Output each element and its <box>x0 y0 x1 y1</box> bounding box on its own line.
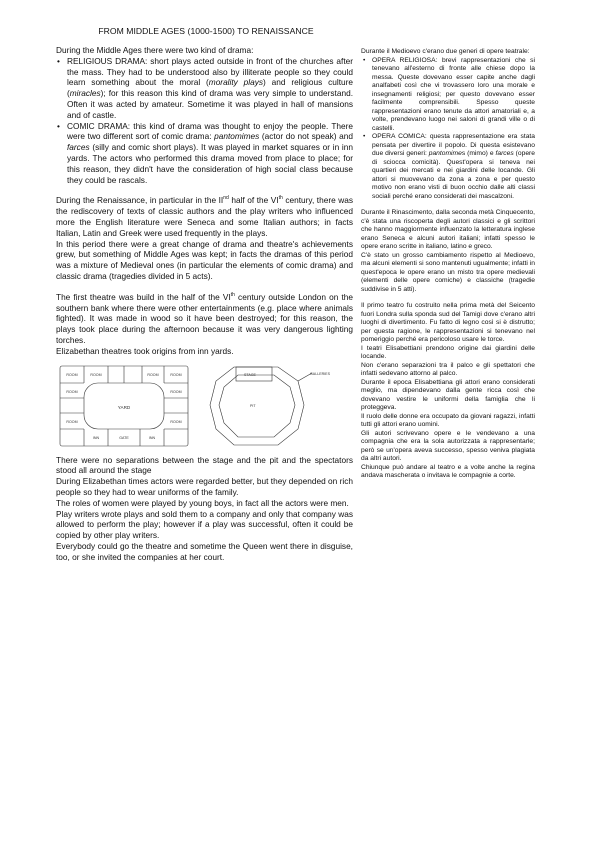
stage-label: STAGE <box>244 372 256 377</box>
italian-column <box>361 48 535 481</box>
elizabethan-theatre-diagram <box>206 363 346 449</box>
play-writers-line: Play writers wrote plays and sold them to a company and only that company was allowed to perform the play; however if a play was successful, often it could be copied by other play writers. <box>56 508 353 541</box>
no-separation-line: There were no separations between the stage and the pit and the spectators stood all around the stage <box>56 454 353 476</box>
galleries-label: GALLERIES <box>310 371 330 376</box>
inn-yards-line: Elizabethan theatres took origins from inn yards. <box>56 345 234 356</box>
inn-label: INN <box>92 435 100 440</box>
room-label: ROOM <box>147 372 159 377</box>
yard-label: YARD <box>117 404 131 410</box>
room-label: ROOM <box>66 419 78 424</box>
renaissance-change-paragraph: In this period there were a great change of drama and theatre's achievements grew, but something of Middle Ages was kept; in facts the dramas of this period was a mixture of Medieval ones (in particular the elements of comic drama) and classic drama (tragedies divided in 5 acts). <box>56 238 353 281</box>
renaissance-paragraph: During the Renaissance, in particular in the IInd half of the VIth century, there was the rediscovery of texts of classic authors and the play writers who influenced more the English literature were Seneca and some Italian authors; in facts Italian, Latin and Greek were used frequently in the plays. <box>56 195 354 238</box>
autori-line: Gli autori scrivevano opere e le vendevano a una compagnia che era la sola autorizzata a rappresentarle; però se un'opera aveva successo, spesso veniva plagiata da altri autori. <box>361 429 535 462</box>
pit-label: PIT <box>250 403 256 408</box>
opere-list <box>361 57 535 202</box>
theatre-diagrams <box>56 363 353 449</box>
queen-line: Everybody could go the theatre and sometime the Queen went there in disguise, too, or she invited the companies at her court. <box>56 540 353 562</box>
room-label: ROOM <box>66 372 78 377</box>
page-title: FROM MIDDLE AGES (1000-1500) TO RENAISSANCE <box>98 26 314 36</box>
list-item-opera-religiosa: • OPERA RELIGIOSA: brevi rappresentazioni che si tenevano all'esterno di fronte alle chiese dopo la messa. Queste dovevano esser capite anche dagli analfabeti così che vi trovassero loro una morale e insegnamenti religiosi; per questo dovevano esser facilmente comprensibili. Spesso queste rappresentazioni erano tenute da attori amatoriali e, a volte, prendevano luogo nei saloni di grandi ville o di castelli. <box>372 57 535 134</box>
actors-regard-line: During Elizabethan times actors were regarded better, but they depended on rich people so they had to wear uniforms of the family. <box>56 476 353 497</box>
locande-line: I teatri Elisabettiani prendono origine dai giardini delle locande. <box>361 344 535 360</box>
drama-kinds-list <box>56 56 353 186</box>
room-label: ROOM <box>170 389 182 394</box>
regina-line: Chiunque può andare al teatro e a volte anche la regina andava mascherata o invitava le compagnie a corte. <box>361 463 535 479</box>
rinascimento-paragraph: Durante il Rinascimento, dalla seconda metà Cinquecento, c'è stata una riscoperta degli autori classici e gli scrittori che hanno maggiormente influenzato la letteratura inglese erano Seneca e alcuni autori italiani; infatti spesso le opere erano scritte in italiano, latino e greco. <box>361 209 535 250</box>
room-label: ROOM <box>90 372 102 377</box>
room-label: ROOM <box>170 372 182 377</box>
separazioni-line: Non c'erano separazioni tra il palco e gli spettatori che infatti sedevano attorno al palco. <box>361 361 535 377</box>
list-item-religious-drama: • RELIGIOUS DRAMA: short plays acted outside in front of the churches after the mass. They had to be understood also by illiterate people so they could learn something about the moral (morality plays) and religious culture (miracles); for this reason this kind of drama was very simple to understand. Often it was acted by amateur. Sometime it was played in hall of mansions and of castle. <box>67 56 353 121</box>
room-label: ROOM <box>170 419 182 424</box>
primo-teatro-paragraph: Il primo teatro fu costruito nella prima metà del Seicento fuori Londra sulla sponda sud del Tamigi dove c'erano altri luoghi di divertimento. Fu fatto di legno così si è distrutto; per questa ragione, le rappresentazioni si tenevano nel pomeriggio perché era pericoloso usare le torce. <box>361 302 535 343</box>
room-label: ROOM <box>66 389 78 394</box>
cambiamento-paragraph: C'è stato un grosso cambiamento rispetto al Medioevo, ma alcuni elementi si sono mantenuti ugualmente; infatti in quest'epoca le opere erano un misto tra opere medievali (elementi delle opere comiche) e classiche (tragedie suddivise in 5 atti). <box>361 251 535 293</box>
list-item-opera-comica: • OPERA COMICA: questa rappresentazione era stata pensata per divertire il popolo. Di questa esistevano due diversi generi: pantomimes (mimo) e farces (opere di sciocca comicità). Quest'opera si teneva nei quartieri dei mercati e nei giardini delle locande. Gli attori si muovevano da zona a zona e per questo motivo non erano visti di buon occhio dalle alti classi sociali perché erano considerati dei mascalzoni. <box>372 133 535 201</box>
medieval-intro: During the Middle Ages there were two kind of drama: <box>56 45 254 55</box>
gate-label: GATE <box>119 435 129 440</box>
list-item-comic-drama: • COMIC DRAMA: this kind of drama was thought to enjoy the people. There were two different sort of comic drama: pantomimes (actor do not speak) and farces (silly and comic short plays). It was played in market squares or in inn yards. The actors who performed this drama moved from place to place; for this reason, they didn't have the consideration of high social class because they could be rascals. <box>67 121 353 186</box>
inn-label: INN <box>148 435 156 440</box>
medioevo-intro: Durante il Medioevo c'erano due generi di opere teatrale: <box>361 48 530 55</box>
first-theatre-paragraph: The first theatre was build in the half of the VIth century outside London on the southern bank where there were other entertainments (e.g. place where animals fighted). It was made in wood so it have been destroyed; for this reason, the plays took place during the afternoon because it was very dangerous lighting torches. <box>56 291 353 345</box>
ruolo-donne-line: Il ruolo delle donne era occupato da giovani ragazzi, infatti tutti gli attori erano uomini. <box>361 412 535 428</box>
women-roles-line: The roles of women were played by young boys, in fact all the actors were men. <box>56 497 349 508</box>
epoca-elisabettiana-line: Durante il epoca Elisabettiana gli attori erano considerati meglio, ma dipendevano dalla gente ricca così che dovevano vestire le uniformi della famiglia che li proteggeva. <box>361 378 535 411</box>
english-column <box>56 45 353 562</box>
